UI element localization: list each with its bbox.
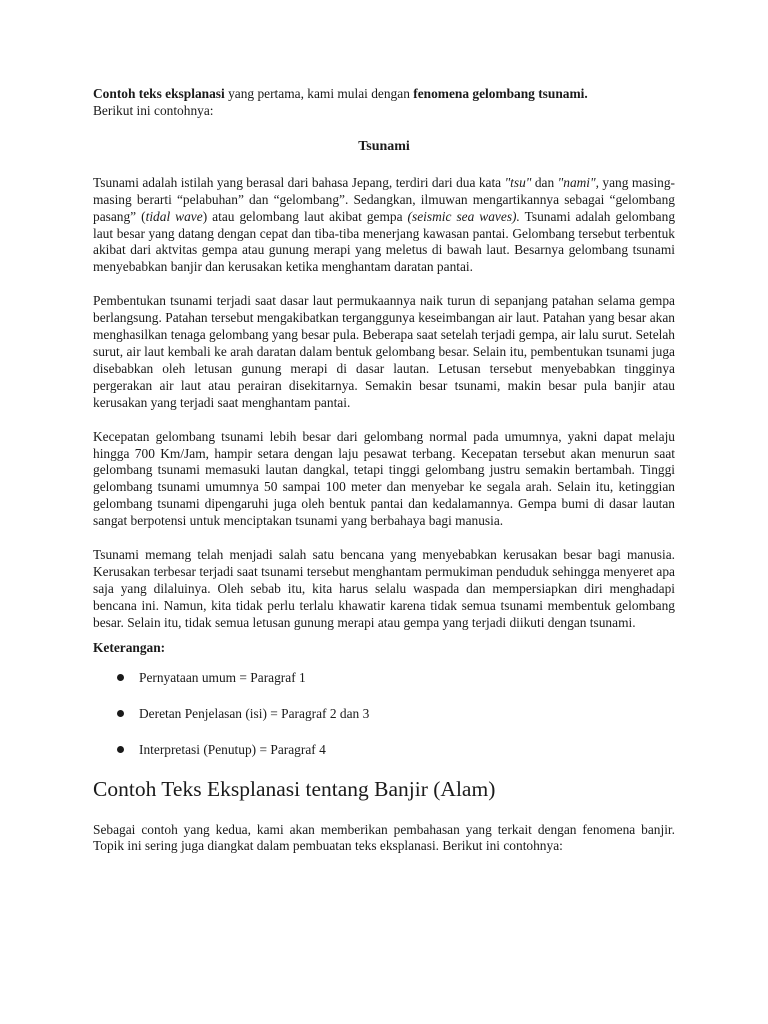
list-item-text: Interpretasi (Penutup) = Paragraf 4: [139, 741, 326, 757]
paragraph-1: [93, 175, 675, 276]
list-item: [93, 705, 675, 741]
intro-continuation: Berikut ini contohnya:: [93, 102, 214, 118]
intro-paragraph: [93, 86, 675, 120]
keterangan-list: [93, 669, 675, 777]
p1-term-seismic: (seismic sea waves).: [407, 208, 520, 224]
bullet-icon: [117, 746, 124, 753]
p1-text-c: yang masing-masing berarti “pelabuhan” dan “gelombang”. Sedangkan, ilmuwan mengartikannya sebagai “gelombang pasang” (: [93, 174, 676, 224]
list-item-text: Deretan Penjelasan (isi) = Paragraf 2 dan 3: [139, 705, 370, 721]
section-intro-paragraph: Sebagai contoh yang kedua, kami akan memberikan pembahasan yang terkait dengan fenomena banjir. Topik ini sering juga diangkat dalam pembuatan teks eksplanasi. Berikut ini contohnya:: [93, 821, 675, 854]
list-item: [93, 669, 675, 705]
keterangan-label: Keterangan:: [93, 639, 166, 655]
list-item: [93, 741, 675, 777]
section-heading: Contoh Teks Eksplanasi tentang Banjir (Alam): [93, 776, 496, 801]
intro-bold-phrase: Contoh teks eksplanasi: [93, 86, 225, 101]
article-title: Tsunami: [358, 138, 410, 154]
bullet-icon: [117, 710, 124, 717]
list-item-text: Pernyataan umum = Paragraf 1: [139, 669, 306, 685]
paragraph-3: Kecepatan gelombang tsunami lebih besar dari gelombang normal pada umumnya, yakni dapat melaju hingga 700 Km/Jam, hampir setara dengan laju pesawat terbang. Kecepatan tersebut akan menurun saat gelombang tsunami memasuki lautan dangkal, tetapi tinggi gelombang justru semakin bertambah. Tinggi gelombang tsunami umumnya 50 sampai 100 meter dan menyebar ke segala arah. Selain itu, ketinggian gelombang tsunami dipengaruhi juga oleh bentuk pantai dan kedalamannya. Gempa bumi di dasar lautan sangat berpotensi untuk menciptakan tsunami yang berbahaya bagi manusia.: [93, 428, 675, 529]
paragraph-4: Tsunami memang telah menjadi salah satu bencana yang menyebabkan kerusakan besar bagi manusia. Kerusakan terbesar terjadi saat tsunami tersebut menghantam permukiman penduduk sehingga menyeret apa saja yang dilaluinya. Oleh sebab itu, kita harus selalu waspada dan mempersiapkan diri menghadapi bencana ini. Namun, kita tidak perlu terlalu khawatir karena tidak semua tsunami membentuk gelombang besar. Selain itu, tidak semua letusan gunung merapi atau gempa yang terjadi diikuti dengan tsunami.: [93, 547, 675, 630]
p1-text-d: ) atau gelombang laut akibat gempa: [202, 208, 408, 224]
p1-text-e: Tsunami adalah gelombang laut besar yang datang dengan cepat dan tiba-tiba menerjang kawasan pantai. Gelombang tersebut terbentuk akibat dari aktvitas gempa atau gunung merapi yang meletus di bawah laut. Besarnya gelombang tsunami menyebabkan banjir dan kerusakan ketika menghantam daratan pantai.: [93, 208, 676, 275]
p1-text-b: dan: [531, 174, 558, 190]
document-page: [93, 86, 675, 855]
intro-text: yang pertama, kami mulai dengan: [224, 86, 414, 101]
p1-text-a: Tsunami adalah istilah yang berasal dari bahasa Jepang, terdiri dari dua kata: [93, 174, 505, 190]
p1-term-tidal-wave: tidal wave: [145, 208, 203, 224]
p1-term-nami: "nami",: [557, 174, 599, 190]
p1-term-tsu: "tsu": [504, 174, 532, 190]
bullet-icon: [117, 674, 124, 681]
paragraph-2: Pembentukan tsunami terjadi saat dasar laut permukaannya naik turun di sepanjang patahan selama gempa berlangsung. Patahan tersebut mengakibatkan terganggunya keseimbangan air laut. Patahan yang besar akan menghasilkan tenaga gelombang yang besar pula. Beberapa saat setelah terjadi gempa, air lalu surut. Setelah surut, air laut kembali ke arah daratan dalam bentuk gelombang besar. Selain itu, pembentukan tsunami juga disebabkan oleh letusan gunung merapi di dasar lautan. Letusan tersebut menyebabkan tingginya pergerakan air laut atau perairan disekitarnya. Semakin besar tsunami, makin besar pula banjir atau kerusakan yang terjadi saat menghantam pantai.: [93, 293, 675, 410]
intro-bold-topic: fenomena gelombang tsunami.: [413, 86, 588, 101]
